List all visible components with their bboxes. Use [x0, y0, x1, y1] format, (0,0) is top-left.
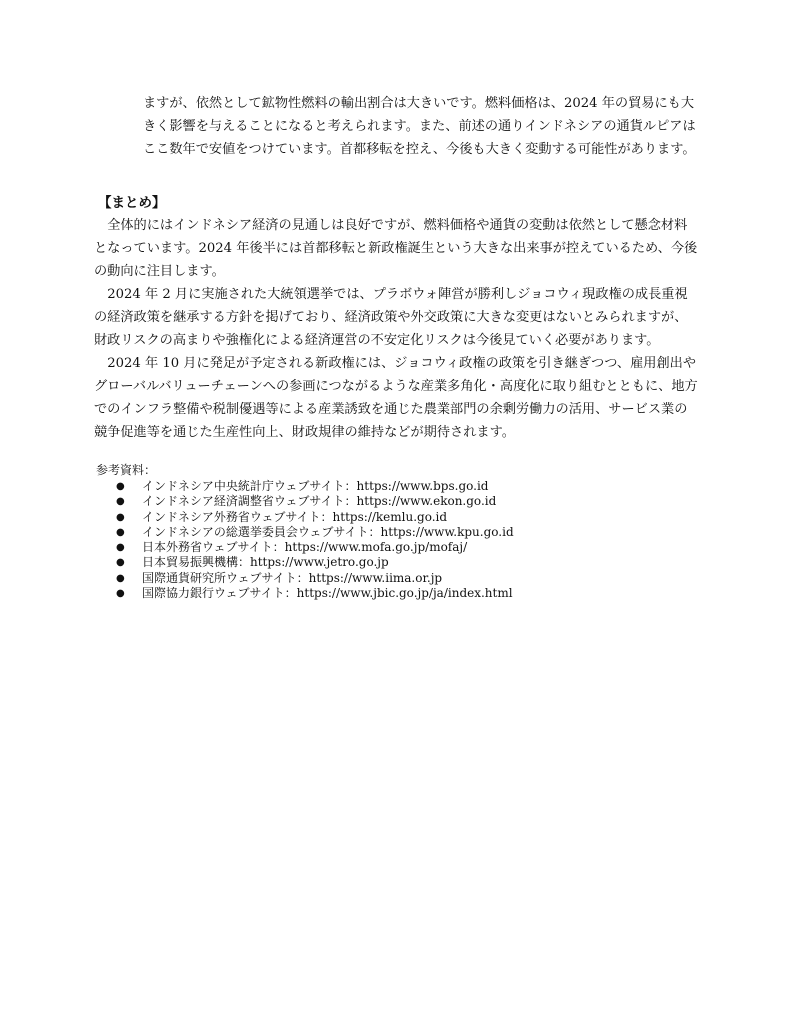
reference-text: インドネシア中央統計庁ウェブサイト：https://www.bps.go.id — [142, 479, 489, 493]
reference-text: インドネシア経済調整省ウェブサイト：https://www.ekon.go.id — [142, 494, 497, 509]
summary-paragraph-2: 2024 年 2 月に実施された大統領選挙では、プラボウォ陣営が勝利しジョコウィ現政権の成長重視の経済政策を継承する方針を掲げており、経済政策や外交政策に大きな変更はないとみられますが、財政リスクの高まりや強権化による経済運営の不安定化リスクは今後見ていく必要があります。 — [94, 287, 688, 348]
references-list — [96, 479, 514, 601]
reference-item — [96, 571, 514, 586]
references-label: 参考資料： — [96, 463, 157, 477]
reference-item — [96, 525, 514, 540]
bullet-icon: ● — [116, 588, 125, 600]
reference-text: 国際通貨研究所ウェブサイト：https://www.iima.or.jp — [142, 570, 443, 585]
reference-item — [96, 540, 514, 555]
reference-item — [96, 586, 514, 601]
reference-item — [96, 494, 514, 509]
reference-item — [96, 555, 514, 570]
bullet-icon: ● — [116, 572, 125, 584]
intro-paragraph: ますが、依然として鉱物性燃料の輸出割合は大きいです。燃料価格は、2024 年の貿易にも大きく影響を与えることになると考えられます。また、前述の通りインドネシアの通貨ルピアはここ数年で安値をつけています。首都移転を控え、今後も大きく変動する可能性があります。 — [143, 96, 696, 157]
reference-text: インドネシアの総選挙委員会ウェブサイト：https://www.kpu.go.id — [142, 524, 514, 539]
reference-text: 日本貿易振興機構：https://www.jetro.go.jp — [142, 555, 389, 570]
reference-text: 日本外務省ウェブサイト：https://www.mofa.go.jp/mofaj/ — [142, 540, 468, 555]
bullet-icon: ● — [116, 557, 125, 569]
bullet-icon: ● — [116, 511, 125, 523]
reference-text: インドネシア外務省ウェブサイト：https://kemlu.go.id — [142, 509, 448, 524]
bullet-icon: ● — [116, 496, 125, 508]
summary-heading: 【まとめ】 — [98, 195, 166, 211]
summary-paragraph-3: 2024 年 10 月に発足が予定される新政権には、ジョコウィ政権の政策を引き継ぎつつ、雇用創出やグローバルバリューチェーンへの参画につながるような産業多角化・高度化に取り組むとともに、地方でのインフラ整備や税制優遇等による産業誘致を通じた農業部門の余剰労働力の活用、サービス業の競争促進等を通じた生産性向上、財政規律の維持などが期待されます。 — [94, 356, 698, 440]
summary-paragraph-1: 全体的にはインドネシア経済の見通しは良好ですが、燃料価格や通貨の変動は依然として懸念材料となっています。2024 年後半には首都移転と新政権誕生という大きな出来事が控えているため、今後の動向に注目します。 — [94, 218, 698, 279]
bullet-icon: ● — [116, 526, 125, 538]
bullet-icon: ● — [116, 542, 125, 554]
reference-text: 国際協力銀行ウェブサイト：https://www.jbic.go.jp/ja/index.html — [142, 586, 513, 601]
summary-section — [94, 214, 700, 444]
reference-item — [96, 510, 514, 525]
reference-item — [96, 479, 514, 494]
bullet-icon: ● — [116, 481, 125, 492]
